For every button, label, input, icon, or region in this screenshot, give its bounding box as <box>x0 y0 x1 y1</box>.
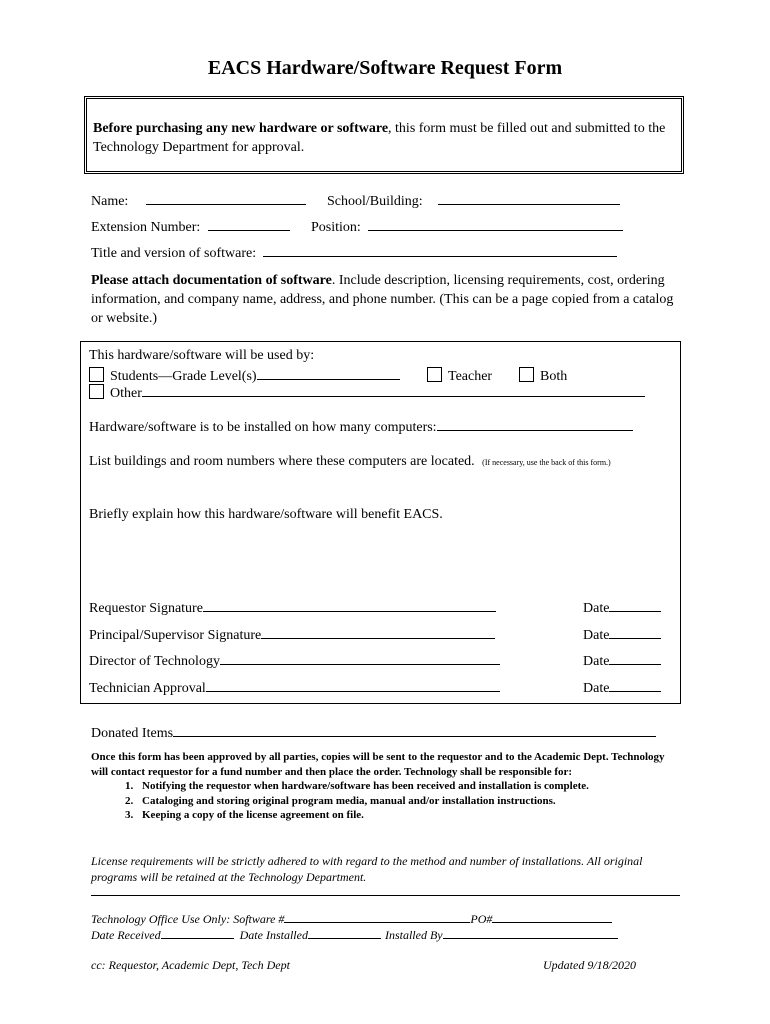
computers-field[interactable] <box>437 418 633 431</box>
benefit-question: Briefly explain how this hardware/software will benefit EACS. <box>89 507 443 522</box>
signature-field[interactable] <box>203 599 496 612</box>
software-title-label: Title and version of software: <box>91 246 257 261</box>
date-field[interactable] <box>609 679 661 692</box>
software-title-field[interactable] <box>263 244 617 257</box>
donated-field[interactable] <box>173 724 656 737</box>
office-software-label: Technology Office Use Only: Software # <box>91 912 285 926</box>
both-label: Both <box>540 369 568 384</box>
usage-heading: This hardware/software will be used by: <box>89 348 315 363</box>
date-row <box>583 679 661 697</box>
school-row <box>327 192 620 210</box>
both-checkbox[interactable] <box>519 367 534 382</box>
approval-text: Once this form has been approved by all parties, copies will be sent to the requestor and to the Academic Dept. Technology will contact requestor for a fund number and then place the order. Technology shall be responsible for: <box>91 751 665 778</box>
responsibility-list <box>91 779 681 823</box>
date-row <box>583 652 661 670</box>
extension-label: Extension Number: <box>91 220 201 235</box>
signature-label: Technician Approval <box>89 681 206 696</box>
date-field[interactable] <box>609 626 661 639</box>
intro-rest: , this form must be filled out and submitted to the Technology Department for approval. <box>93 121 666 155</box>
signature-row-director <box>89 652 500 670</box>
position-row <box>311 218 623 236</box>
signature-field[interactable] <box>261 626 495 639</box>
po-label: PO# <box>470 912 493 926</box>
date-received-label: Date Received <box>91 928 161 942</box>
date-received-field[interactable] <box>161 928 234 939</box>
intro-text <box>93 119 678 157</box>
date-label: Date <box>583 601 610 616</box>
buildings-question: List buildings and room numbers where these computers are located. <box>89 454 475 469</box>
license-text: License requirements will be strictly adhered to with regard to the method and number of installations. All original programs will be retained at the Technology Department. <box>91 854 643 884</box>
list-item: 3. Keeping a copy of the license agreement on file. <box>136 808 681 823</box>
other-checkbox[interactable] <box>89 384 104 399</box>
extension-field[interactable] <box>208 218 290 231</box>
name-label: Name: <box>91 194 129 209</box>
school-label: School/Building: <box>327 194 423 209</box>
signature-row-principal <box>89 626 495 644</box>
teacher-row <box>427 367 492 385</box>
attach-rest: . Include description, licensing requirements, cost, ordering information, and company name, address, and phone number. (This can be a page copied from a catalog or website.) <box>91 273 674 326</box>
other-label: Other <box>110 386 142 401</box>
attach-paragraph <box>91 271 681 328</box>
computers-row <box>89 418 633 436</box>
teacher-checkbox[interactable] <box>427 367 442 382</box>
date-installed-label: Date Installed <box>239 928 308 942</box>
students-label: Students—Grade Level(s) <box>110 369 257 384</box>
position-label: Position: <box>311 220 361 235</box>
teacher-label: Teacher <box>448 369 493 384</box>
intro-bold: Before purchasing any new hardware or software <box>93 121 389 136</box>
date-label: Date <box>583 628 610 643</box>
school-field[interactable] <box>438 192 620 205</box>
date-installed-field[interactable] <box>308 928 381 939</box>
divider <box>91 895 680 896</box>
signature-field[interactable] <box>206 679 500 692</box>
po-field[interactable] <box>492 912 612 923</box>
installed-by-label: Installed By <box>384 928 443 942</box>
attach-bold: Please attach documentation of software <box>91 273 332 288</box>
form-title: EACS Hardware/Software Request Form <box>207 57 563 79</box>
extension-row <box>91 218 290 236</box>
updated-date: Updated 9/18/2020 <box>543 958 636 972</box>
other-row <box>89 384 645 402</box>
date-row <box>583 626 661 644</box>
signature-label: Director of Technology <box>89 654 220 669</box>
signature-label: Principal/Supervisor Signature <box>89 628 262 643</box>
approval-section <box>91 750 681 823</box>
signature-field[interactable] <box>220 652 500 665</box>
students-checkbox[interactable] <box>89 367 104 382</box>
intro-box <box>84 96 684 174</box>
list-item: 2. Cataloging and storing original program media, manual and/or installation instructions. <box>136 794 681 809</box>
office-row-2 <box>91 928 618 943</box>
date-row <box>583 599 661 617</box>
list-item: 1. Notifying the requestor when hardware/software has been received and installation is complete. <box>136 779 681 794</box>
donated-label: Donated Items <box>91 726 174 741</box>
signature-label: Requestor Signature <box>89 601 203 616</box>
buildings-note: (If necessary, use the back of this form.) <box>482 458 611 467</box>
cc-line: cc: Requestor, Academic Dept, Tech Dept <box>91 958 290 972</box>
students-row <box>89 367 400 385</box>
installed-by-field[interactable] <box>443 928 618 939</box>
software-title-row <box>91 244 617 262</box>
position-field[interactable] <box>368 218 623 231</box>
signature-row-technician <box>89 679 500 697</box>
name-row <box>91 192 306 210</box>
donated-row <box>91 724 656 742</box>
date-label: Date <box>583 681 610 696</box>
other-field[interactable] <box>142 384 645 397</box>
buildings-row <box>89 454 611 470</box>
name-field[interactable] <box>146 192 306 205</box>
date-field[interactable] <box>609 599 661 612</box>
date-field[interactable] <box>609 652 661 665</box>
signature-row-requestor <box>89 599 496 617</box>
office-row-1 <box>91 912 612 927</box>
software-number-field[interactable] <box>284 912 470 923</box>
computers-question: Hardware/software is to be installed on how many computers: <box>89 420 437 435</box>
both-row <box>519 367 567 385</box>
grade-level-field[interactable] <box>257 367 400 380</box>
date-label: Date <box>583 654 610 669</box>
